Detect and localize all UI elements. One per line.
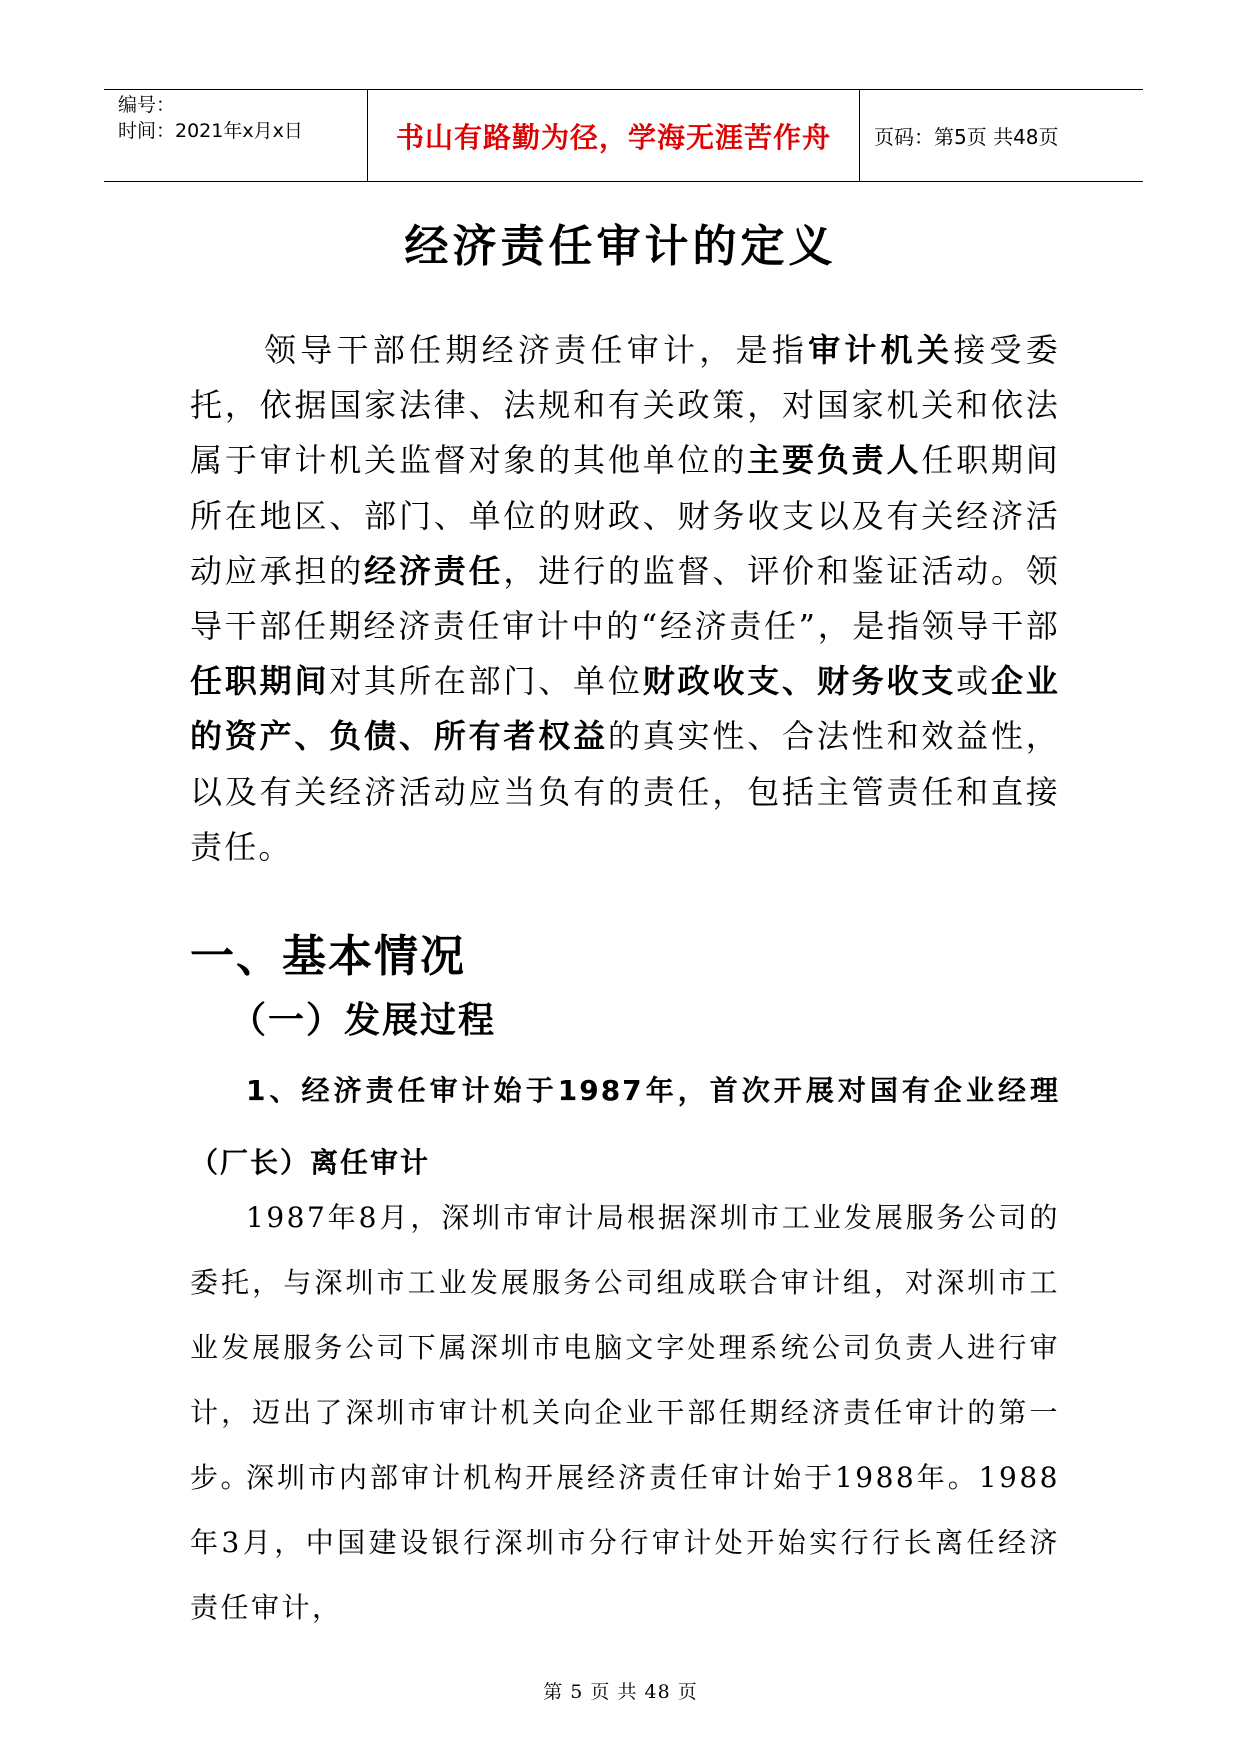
section-heading: 一、基本情况 [190,931,466,982]
bold-term: 经济责任 [364,551,504,590]
document-title: 经济责任审计的定义 [404,221,837,272]
header-meta-cell [104,90,368,181]
document-header [104,89,1143,182]
body-paragraph-2: 深圳市内部审计机构开展经济责任审计始于1988年。1988年3月，中国建设银行深圳市分行审计处开始实行行长离任经济责任审计， [190,1461,1060,1624]
bold-term: 主要负责人 [747,441,922,480]
motto-text: 书山有路勤为径，学海无涯苦作舟 [395,120,831,154]
header-page-cell [860,90,1143,181]
item-heading: 1、经济责任审计始于1987年，首次开展对国有企业经理（厂长）离任审计 [190,1074,1060,1179]
bold-term: 企业的资产、负债、所有者权益 [190,662,1060,756]
date-label: 时间：2021年x月x日 [118,120,303,142]
body-paragraph-1: 1987年8月，深圳市审计局根据深圳市工业发展服务公司的委托，与深圳市工业发展服务公司组成联合审计组，对深圳市工业发展服务公司下属深圳市电脑文字处理系统公司负责人进行审计，迈出了深圳市审计机关向企业干部任期经济责任审计的第一步。 [190,1201,1060,1494]
page-code: 页码：第5页 共48页 [874,125,1059,149]
bold-term: 审计机关 [808,331,954,369]
serial-number-label: 编号： [118,94,176,116]
bold-term: 财政收支、财务收支 [642,662,957,701]
definition-paragraph: 领导干部任期经济责任审计，是指审计机关接受委托，依据国家法律、法规和有关政策，对国家机关和依法属于审计机关监督对象的其他单位的主要负责人任职期间所在地区、部门、单位的财政、财务收支以及有关经济活动应承担的经济责任，进行的监督、评价和鉴证活动。领导干部任期经济责任审计中的“经济责任”，是指领导干部任职期间对其所在部门、单位财政收支、财务收支或企业的资产、负债、所有者权益的真实性、合法性和效益性，以及有关经济活动应当负有的责任，包括主管责任和直接责任。 [190,331,1060,866]
header-motto-cell [368,90,860,181]
subsection-heading: （一）发展过程 [230,1000,497,1041]
page-footer: 第 5 页 共 48 页 [543,1681,698,1703]
bold-term: 任职期间 [190,662,330,701]
